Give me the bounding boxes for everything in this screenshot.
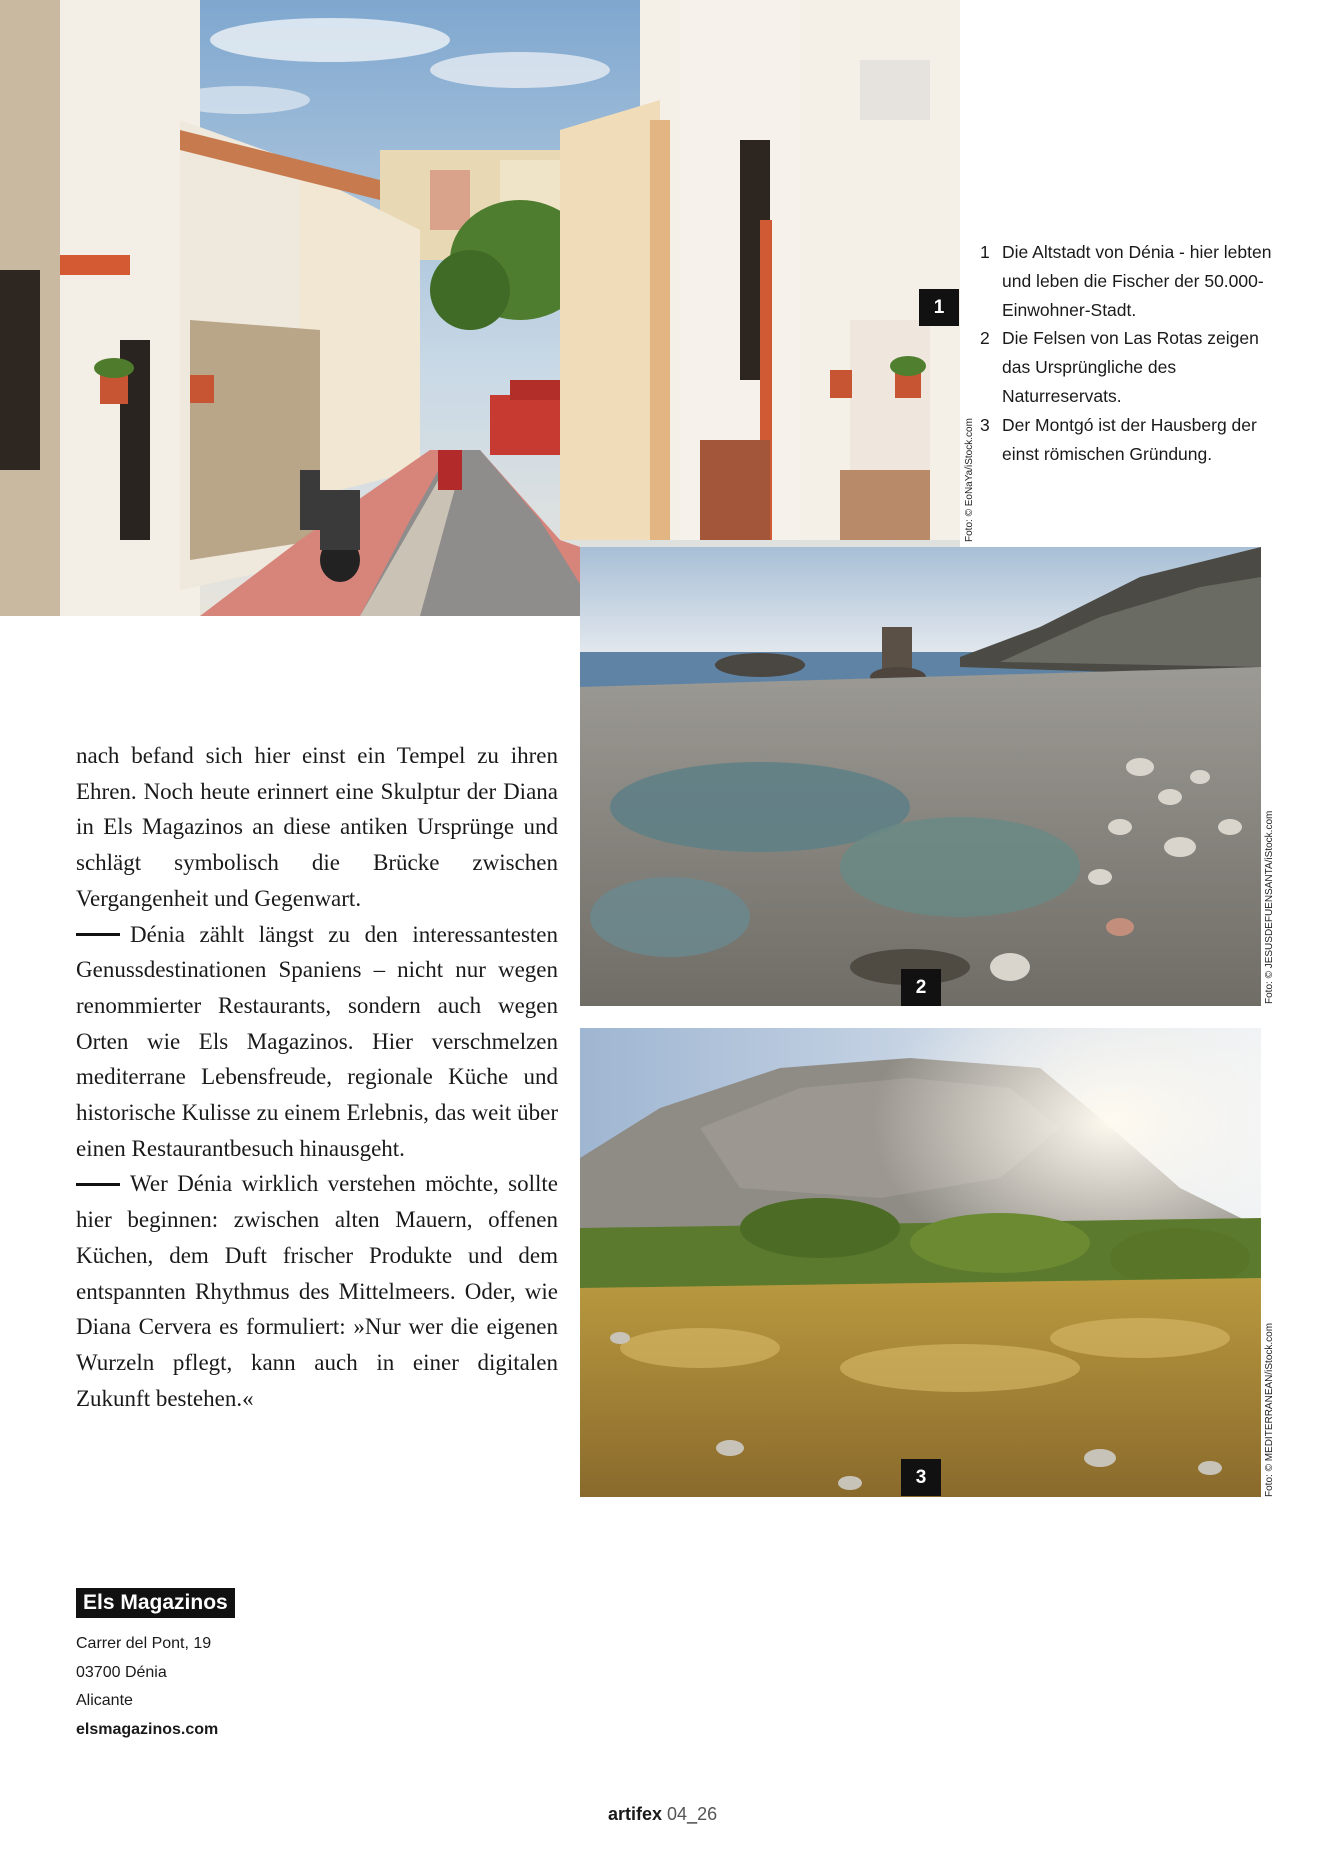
paragraph-dash	[76, 1183, 120, 1186]
address-website-link[interactable]: elsmagazinos.com	[76, 1721, 219, 1739]
magazine-brand: artifex	[608, 1804, 663, 1824]
caption-text: Die Felsen von Las Rotas zeigen das Ursprüngliche des Naturreservats.	[1002, 328, 1259, 406]
photo-caption	[980, 238, 1280, 468]
article-body	[76, 738, 558, 1416]
body-paragraph-text: Wer Dénia wirklich verstehen möchte, sollte hier beginnen: zwischen alten Mauern, offenen Küchen, dem Duft frischer Produkte und dem entspannten Rhythmus des Mittelmeers. Oder, wie Diana Cervera es formuliert: »Nur wer die eigenen Wurzeln pflegt, kann auch in einer digitalen Zukunft bestehen.«	[76, 1171, 558, 1411]
address-block	[76, 1630, 218, 1745]
body-paragraph	[76, 917, 558, 1167]
address-street: Carrer del Pont, 19	[76, 1635, 212, 1652]
body-paragraph-text: Dénia zählt längst zu den interessantesten Genussdestinationen Spaniens – nicht nur wegen renommierter Restaurants, sondern auch wegen Orten wie Els Magazinos. Hier verschmelzen mediterrane Lebensfreude, regionale Küche und historische Kulisse zu einem Erlebnis, das weit über einen Restaurantbesuch hinausgeht.	[76, 921, 558, 1161]
photo-montgo-mountain	[580, 1028, 1261, 1497]
caption-item	[980, 324, 1280, 410]
caption-number: 2	[980, 328, 990, 349]
body-paragraph	[76, 1166, 558, 1416]
address-city: 03700 Dénia	[76, 1663, 167, 1681]
caption-text: Der Montgó ist der Hausberg der einst römischen Gründung.	[1002, 414, 1257, 464]
body-paragraph: nach befand sich hier einst ein Tempel zu ihren Ehren. Noch heute erinnert eine Skulptur der Diana in Els Magazinos an diese antiken Ursprünge und schlägt symbolisch die Brücke zwischen Vergangenheit und Gegenwart.	[76, 743, 558, 911]
photo-number-badge: 2	[901, 969, 941, 1006]
photo-number-badge: 1	[919, 289, 959, 326]
photo-credit: Foto: © MEDITERRANEAN/iStock.com	[1264, 1322, 1275, 1497]
caption-item	[980, 238, 1280, 324]
photo-old-town-street	[0, 0, 960, 616]
caption-item	[980, 411, 1280, 469]
address-title: Els Magazinos	[76, 1588, 235, 1618]
caption-text: Die Altstadt von Dénia - hier lebten und leben die Fischer der 50.000-Einwohner-Stadt.	[1002, 242, 1272, 320]
photo-credit: Foto: © EoNaYa/iStock.com	[964, 418, 975, 542]
issue-number: 04	[667, 1804, 688, 1824]
footer-separator: _	[687, 1804, 698, 1824]
caption-number: 1	[980, 242, 990, 262]
address-region: Alicante	[76, 1692, 133, 1710]
photo-number-badge: 3	[901, 1459, 941, 1496]
page-number: 26	[697, 1804, 718, 1824]
caption-number: 3	[980, 414, 990, 435]
page-footer	[608, 1804, 717, 1825]
photo-las-rotas-rocks	[580, 547, 1261, 1006]
photo-credit: Foto: © JESUSDEFUENSANTA/iStock.com	[1264, 810, 1275, 1004]
paragraph-dash	[76, 933, 120, 936]
